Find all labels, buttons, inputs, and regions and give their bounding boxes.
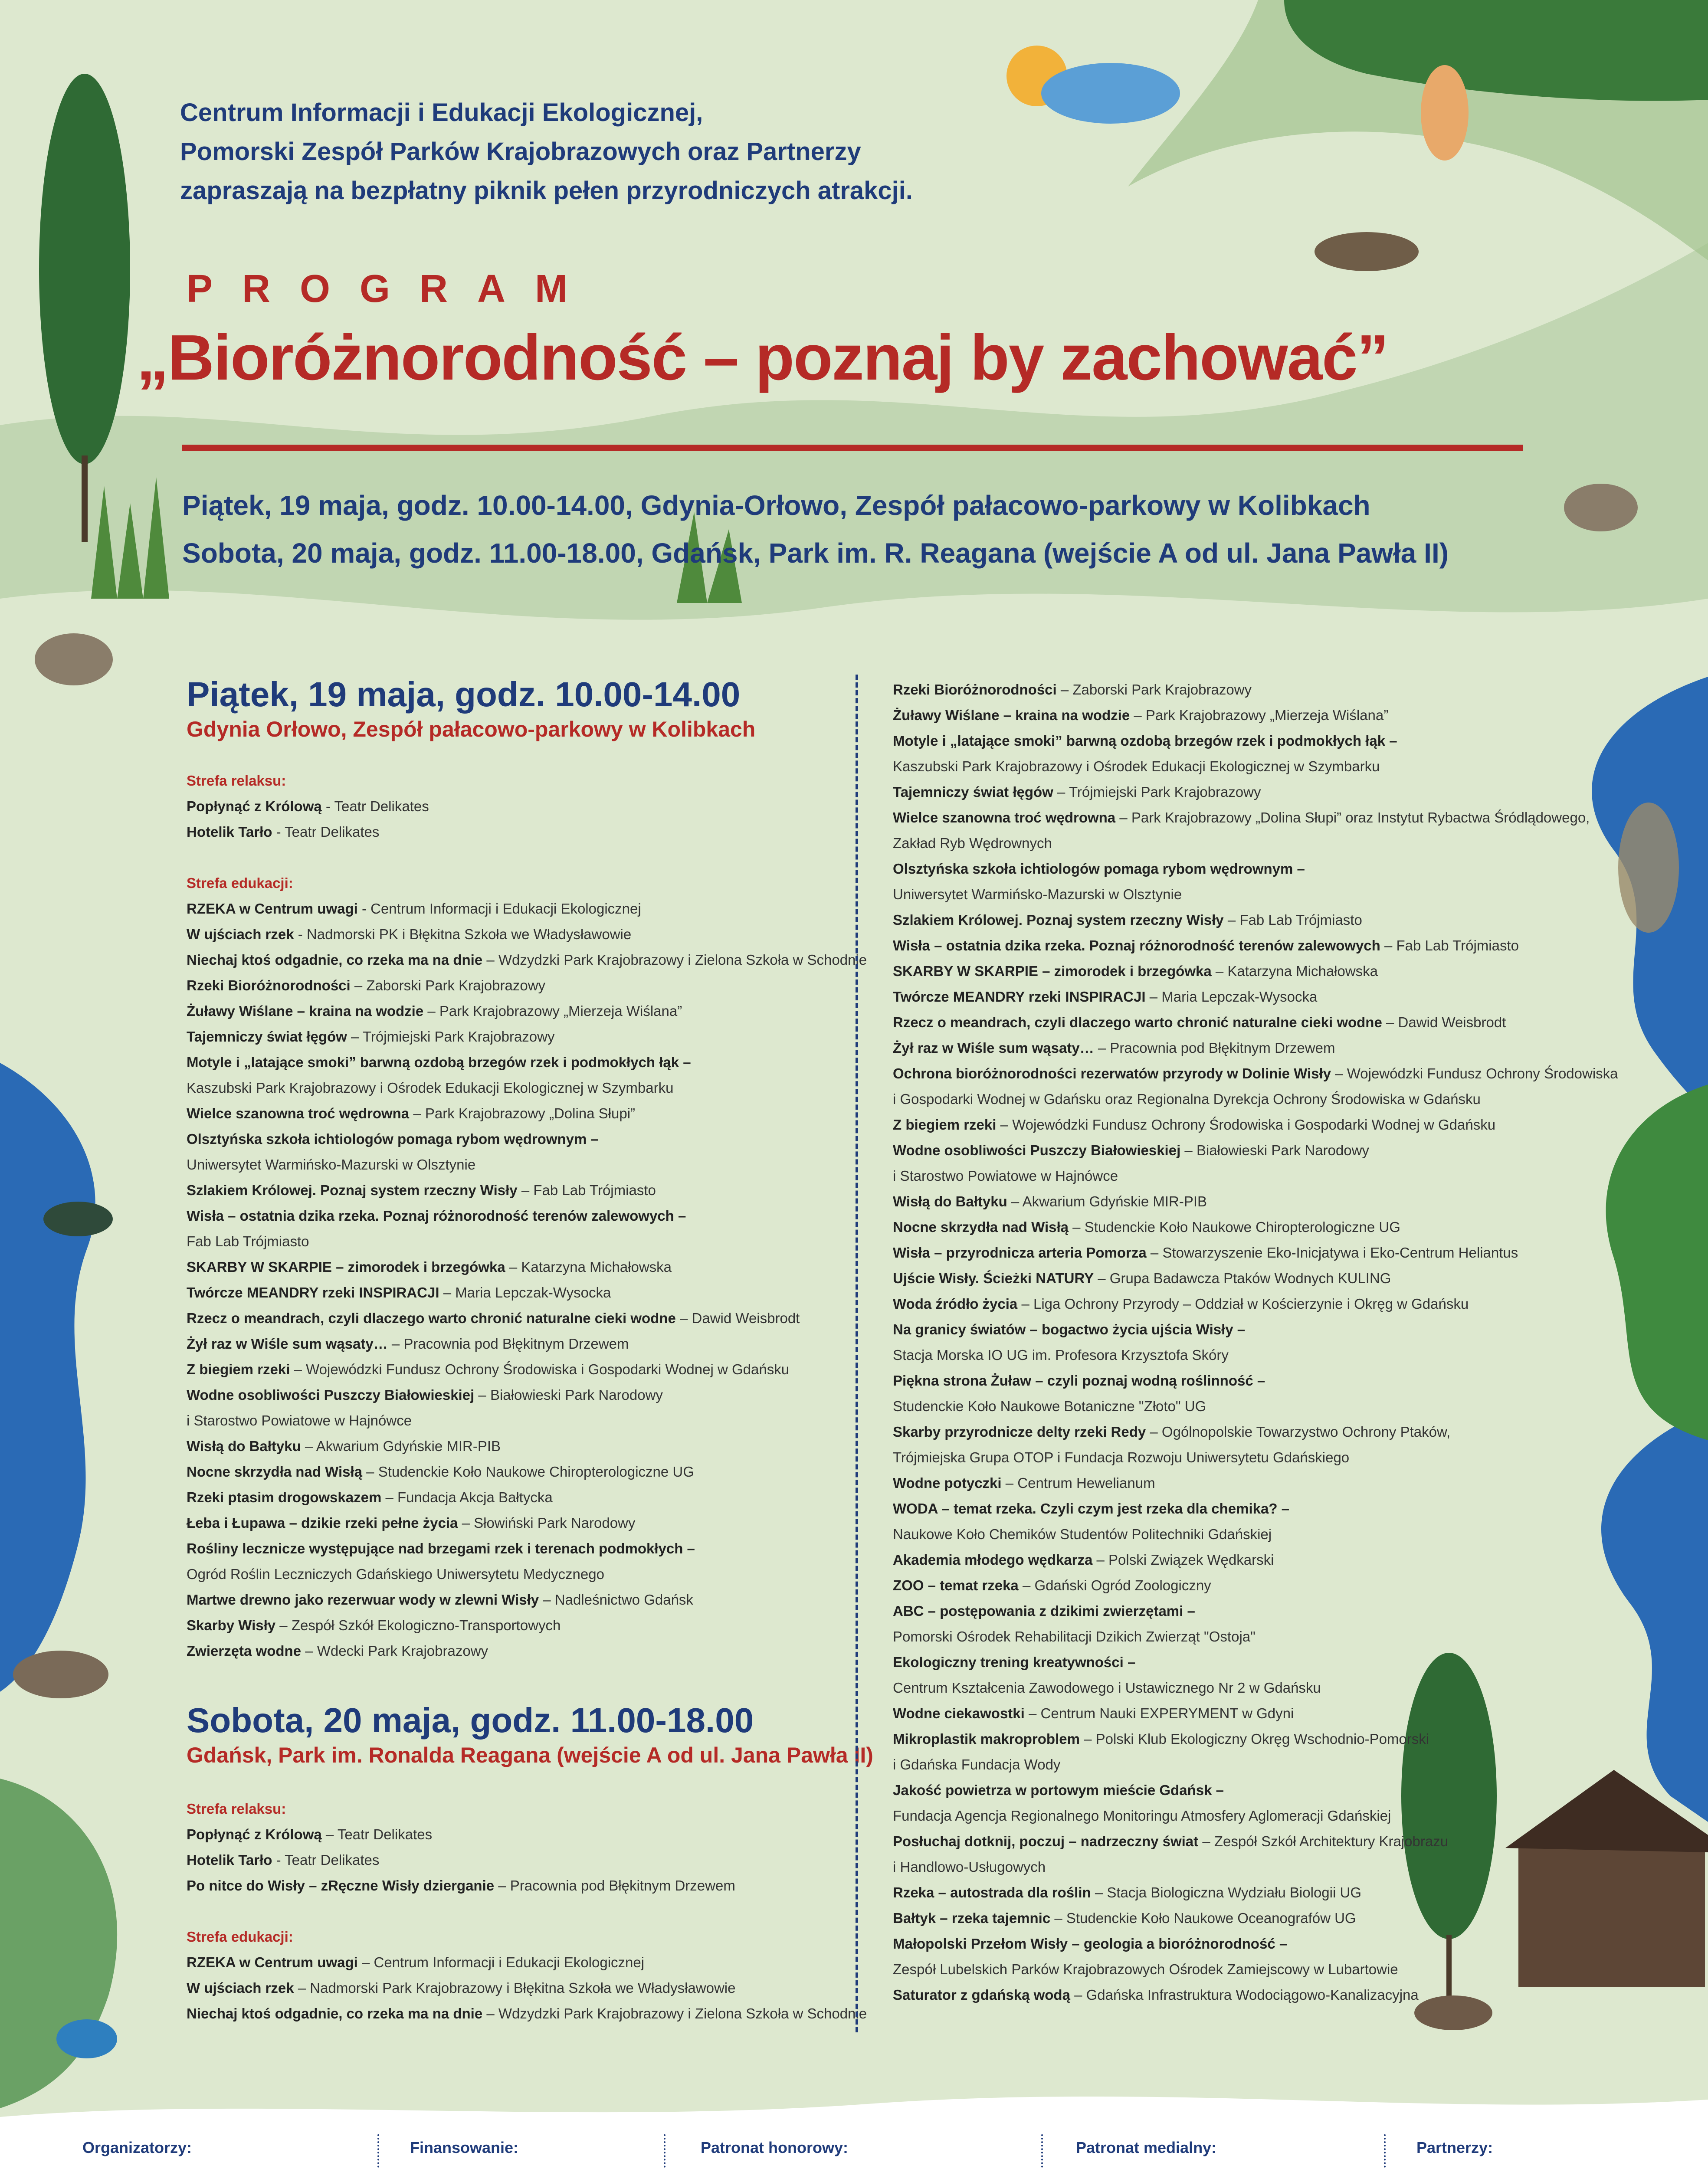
program-item-title: Rzecz o meandrach, czyli dlaczego warto chronić naturalne cieki wodne <box>893 1014 1382 1030</box>
zone-heading: Strefa edukacji: <box>187 1929 293 1945</box>
program-item-title: Nocne skrzydła nad Wisłą <box>893 1219 1069 1235</box>
program-item-organizer: - Teatr Delikates <box>272 1852 380 1868</box>
program-item-organizer: – Fundacja Akcja Bałtycka <box>381 1489 553 1505</box>
program-item <box>893 677 1618 702</box>
program-item-title: Szlakiem Królowej. Poznaj system rzeczny Wisły <box>187 1182 518 1198</box>
program-item-title: Wodne osobliwości Puszczy Białowieskiej <box>187 1387 475 1403</box>
program-item-organizer: Trójmiejska Grupa OTOP i Fundacja Rozwoju Uniwersytetu Gdańskiego <box>893 1449 1350 1465</box>
program-item <box>187 1822 867 1847</box>
program-item <box>187 1356 867 1382</box>
program-item <box>893 1086 1618 1112</box>
program-item-organizer: – Zaborski Park Krajobrazowy <box>1056 681 1252 698</box>
program-item-title: Po nitce do Wisły – zRęczne Wisły dzierganie <box>187 1877 495 1894</box>
program-item <box>893 1624 1618 1649</box>
program-item-title: Wisła – ostatnia dzika rzeka. Poznaj różnorodność terenów zalewowych <box>893 937 1380 953</box>
program-item <box>187 1847 867 1873</box>
program-item-organizer: – Stacja Biologiczna Wydziału Biologii UG <box>1091 1884 1361 1900</box>
program-item-title: Twórcze MEANDRY rzeki INSPIRACJI <box>893 989 1146 1005</box>
program-item-organizer: – Dawid Weisbrodt <box>1382 1014 1506 1030</box>
program-item-title: Ujście Wisły. Ścieżki NATURY <box>893 1270 1094 1286</box>
program-item-organizer: Studenckie Koło Naukowe Botaniczne "Złoto" UG <box>893 1398 1206 1414</box>
program-item-organizer: – Maria Lepczak-Wysocka <box>439 1284 611 1301</box>
program-item <box>187 1459 867 1484</box>
program-item-title: Mikroplastik makroproblem <box>893 1731 1080 1747</box>
program-item <box>893 1880 1618 1905</box>
program-item <box>187 1126 867 1152</box>
program-item <box>893 1393 1618 1419</box>
program-item-organizer: – Katarzyna Michałowska <box>505 1259 672 1275</box>
program-item <box>187 1152 867 1177</box>
program-item <box>893 1547 1618 1573</box>
date-line-saturday: Sobota, 20 maja, godz. 11.00-18.00, Gdańsk, Park im. R. Reagana (wejście A od ul. Jana Pawła II) <box>182 537 1449 569</box>
intro-line-1: Centrum Informacji i Edukacji Ekologicznej, <box>180 98 703 127</box>
program-item-organizer: – Pracownia pod Błękitnym Drzewem <box>387 1336 629 1352</box>
program-item <box>893 1598 1618 1624</box>
program-item <box>893 1573 1618 1598</box>
program-item-organizer: Kaszubski Park Krajobrazowy i Ośrodek Edukacji Ekologicznej w Szymbarku <box>893 758 1380 774</box>
program-item-organizer: – Fab Lab Trójmiasto <box>1380 937 1519 953</box>
program-item-title: Zwierzęta wodne <box>187 1643 302 1659</box>
program-item-title: SKARBY W SKARPIE – zimorodek i brzegówka <box>187 1259 505 1275</box>
program-item-organizer: – Akwarium Gdyńskie MIR-PIB <box>1007 1193 1207 1209</box>
left-tree <box>39 74 130 464</box>
program-item <box>893 1496 1618 1521</box>
program-item <box>893 856 1618 881</box>
program-item-organizer: – Studenckie Koło Naukowe Chiropterologiczne UG <box>1069 1219 1400 1235</box>
program-item <box>187 1433 867 1459</box>
program-item-organizer: - Teatr Delikates <box>321 798 429 814</box>
program-item-organizer: – Wojewódzki Fundusz Ochrony Środowiska <box>1331 1065 1618 1081</box>
sponsors-footer <box>0 2117 1708 2169</box>
program-item <box>187 1101 867 1126</box>
program-item-title: Piękna strona Żuław – czyli poznaj wodną roślinność – <box>893 1373 1265 1389</box>
program-item <box>187 1177 867 1203</box>
event-title: „Bioróżnorodność – poznaj by zachować” <box>137 322 1388 393</box>
patronage-heading: Patronat honorowy: <box>701 2139 848 2156</box>
program-item <box>187 1510 867 1536</box>
program-item-organizer: Kaszubski Park Krajobrazowy i Ośrodek Edukacji Ekologicznej w Szymbarku <box>187 1080 674 1096</box>
program-item <box>893 1035 1618 1061</box>
event-dates <box>182 482 1449 577</box>
program-item <box>187 1382 867 1408</box>
program-item <box>893 881 1618 907</box>
program-item-title: ZOO – temat rzeka <box>893 1577 1019 1593</box>
program-item-title: Wisła – przyrodnicza arteria Pomorza <box>893 1245 1147 1261</box>
bird-plover <box>1564 484 1638 531</box>
program-item-organizer: – Maria Lepczak-Wysocka <box>1145 989 1318 1005</box>
footer-divider-4 <box>1384 2134 1386 2169</box>
program-item-organizer: i Starostwo Powiatowe w Hajnówce <box>187 1412 412 1429</box>
program-item <box>187 1024 867 1049</box>
program-item-organizer: – Stowarzyszenie Eko-Inicjatywa i Eko-Centrum Heliantus <box>1146 1245 1518 1261</box>
program-item-title: Wodne potyczki <box>893 1475 1002 1491</box>
program-item-organizer: – Studenckie Koło Naukowe Oceanografów UG <box>1050 1910 1356 1926</box>
duck <box>43 1202 113 1236</box>
program-item <box>187 2001 867 2026</box>
program-item-organizer: i Starostwo Powiatowe w Hajnówce <box>893 1168 1118 1184</box>
program-item <box>893 958 1618 984</box>
program-item-title: W ujściach rzek <box>187 1980 294 1996</box>
program-item <box>893 1777 1618 1803</box>
intro-line-2: Pomorski Zespół Parków Krajobrazowych oraz Partnerzy <box>180 138 861 166</box>
program-item <box>187 1536 867 1561</box>
program-item-title: Rzecz o meandrach, czyli dlaczego warto chronić naturalne cieki wodne <box>187 1310 676 1326</box>
program-item-organizer: Fab Lab Trójmiasto <box>187 1233 309 1249</box>
program-item-organizer: – Trójmiejski Park Krajobrazowy <box>1053 784 1261 800</box>
program-item-title: Wodne ciekawostki <box>893 1705 1025 1721</box>
program-item-title: Rzeki ptasim drogowskazem <box>187 1489 382 1505</box>
program-item-organizer: – Centrum Nauki EXPERYMENT w Gdyni <box>1024 1705 1294 1721</box>
program-item-organizer: Stacja Morska IO UG im. Profesora Krzysztofa Skóry <box>893 1347 1229 1363</box>
zone-heading: Strefa relaksu: <box>187 1801 286 1817</box>
program-item-organizer: - Centrum Informacji i Edukacji Ekologicznej <box>357 901 641 917</box>
column-separator <box>856 675 858 2032</box>
program-item-title: Popłynąć z Królową <box>187 1826 322 1842</box>
program-item-title: Martwe drewno jako rezerwuar wody w zlewni Wisły <box>187 1592 539 1608</box>
program-item-organizer: – Zespół Szkół Architektury Krajobrazu <box>1198 1833 1449 1849</box>
program-item <box>893 1419 1618 1445</box>
program-item <box>187 1561 867 1587</box>
program-item <box>187 793 867 819</box>
program-item <box>893 1291 1618 1317</box>
day2-program-list-start <box>187 1796 867 2026</box>
program-item <box>187 1331 867 1356</box>
program-item-organizer: – Centrum Hewelianum <box>1001 1475 1155 1491</box>
program-item <box>187 1408 867 1433</box>
program-item-title: Na granicy światów – bogactwo życia ujścia Wisły – <box>893 1321 1246 1337</box>
program-item-title: Hotelik Tarło <box>187 1852 272 1868</box>
program-item-organizer: i Gospodarki Wodnej w Gdańsku oraz Regionalna Dyrekcja Ochrony Środowiska w Gdańsku <box>893 1091 1481 1107</box>
program-item-organizer: - Teatr Delikates <box>272 824 380 840</box>
program-item-organizer: – Ogólnopolskie Towarzystwo Ochrony Ptaków, <box>1146 1424 1451 1440</box>
program-item-title: Rzeki Bioróżnorodności <box>187 977 351 993</box>
program-item <box>893 1982 1618 2008</box>
program-item <box>893 1368 1618 1393</box>
program-item-organizer: – Park Krajobrazowy „Dolina Słupi” oraz Instytut Rybactwa Śródlądowego, <box>1115 809 1590 826</box>
program-item-title: Posłuchaj dotknij, poczuj – nadrzeczny świat <box>893 1833 1199 1849</box>
program-item-organizer: – Wdzydzki Park Krajobrazowy i Zielona Szkoła w Schodnie <box>482 2005 867 2022</box>
program-item <box>893 1726 1618 1752</box>
program-item-title: Twórcze MEANDRY rzeki INSPIRACJI <box>187 1284 439 1301</box>
program-item-title: Wielce szanowna troć wędrowna <box>893 809 1116 826</box>
program-item-organizer: – Wojewódzki Fundusz Ochrony Środowiska i Gospodarki Wodnej w Gdańsku <box>290 1361 790 1377</box>
program-item-organizer: – Wojewódzki Fundusz Ochrony Środowiska i Gospodarki Wodnej w Gdańsku <box>996 1117 1496 1133</box>
program-item-title: Motyle i „latające smoki” barwną ozdobą brzegów rzek i podmokłych łąk – <box>893 733 1397 749</box>
program-item <box>893 1752 1618 1777</box>
program-item-title: Z biegiem rzeki <box>893 1117 997 1133</box>
program-item <box>893 933 1618 958</box>
program-item-organizer: – Zaborski Park Krajobrazowy <box>350 977 546 993</box>
program-item <box>893 1956 1618 1982</box>
program-item-title: Rzeka – autostrada dla roślin <box>893 1884 1091 1900</box>
day2-heading: Sobota, 20 maja, godz. 11.00-18.00 <box>187 1701 754 1740</box>
program-item-organizer: – Gdańska Infrastruktura Wodociągowo-Kanalizacyjna <box>1070 1987 1419 2003</box>
program-item <box>893 702 1618 728</box>
program-item-organizer: – Katarzyna Michałowska <box>1211 963 1378 979</box>
program-item-title: RZEKA w Centrum uwagi <box>187 1954 358 1970</box>
program-item-title: ABC – postępowania z dzikimi zwierzętami – <box>893 1603 1195 1619</box>
program-item-title: Bałtyk – rzeka tajemnic <box>893 1910 1051 1926</box>
fish <box>1618 803 1679 933</box>
program-item-title: Wisłą do Bałtyku <box>187 1438 301 1454</box>
program-item-title: Wisła – ostatnia dzika rzeka. Poznaj różnorodność terenów zalewowych – <box>187 1208 686 1224</box>
program-item <box>893 1649 1618 1675</box>
program-item-organizer: – Park Krajobrazowy „Mierzeja Wiślana” <box>1130 707 1389 723</box>
program-item <box>893 1445 1618 1470</box>
program-label: PROGRAM <box>187 267 597 311</box>
beaver <box>13 1651 108 1698</box>
program-item <box>893 1137 1618 1163</box>
program-item-title: Niechaj ktoś odgadnie, co rzeka ma na dnie <box>187 2005 483 2022</box>
program-item-title: Tajemniczy świat łęgów <box>893 784 1053 800</box>
program-item-organizer: – Białowieski Park Narodowy <box>474 1387 663 1403</box>
program-item <box>187 1280 867 1305</box>
program-item-organizer: – Fab Lab Trójmiasto <box>517 1182 656 1198</box>
program-item <box>187 921 867 947</box>
media-heading: Patronat medialny: <box>1076 2139 1217 2156</box>
program-item-organizer: Zespół Lubelskich Parków Krajobrazowych Ośrodek Zamiejscowy w Lubartowie <box>893 1961 1398 1977</box>
partners-heading: Partnerzy: <box>1416 2139 1493 2156</box>
program-item <box>893 1854 1618 1880</box>
program-item-organizer: i Handlowo-Usługowych <box>893 1859 1046 1875</box>
program-item-title: Woda źródło życia <box>893 1296 1018 1312</box>
program-item-organizer: – Słowiński Park Narodowy <box>458 1515 636 1531</box>
program-item <box>893 1905 1618 1931</box>
program-item-organizer: – Nadleśnictwo Gdańsk <box>539 1592 693 1608</box>
program-item <box>893 1009 1618 1035</box>
program-item-organizer: - Nadmorski PK i Błękitna Szkoła we Władysławowie <box>294 926 632 942</box>
program-item <box>893 1317 1618 1342</box>
program-item-title: Jakość powietrza w portowym mieście Gdańsk – <box>893 1782 1224 1798</box>
program-item-organizer: – Wdzydzki Park Krajobrazowy i Zielona Szkoła w Schodnie <box>482 952 867 968</box>
program-item <box>187 896 867 921</box>
program-item <box>893 805 1618 830</box>
program-item <box>893 1189 1618 1214</box>
program-item-title: Olsztyńska szkoła ichtiologów pomaga rybom wędrownym – <box>187 1131 599 1147</box>
program-item-organizer: – Wdecki Park Krajobrazowy <box>301 1643 488 1659</box>
program-item-title: Hotelik Tarło <box>187 824 272 840</box>
program-item <box>187 1305 867 1331</box>
program-item <box>187 1638 867 1664</box>
program-item-organizer: – Trójmiejski Park Krajobrazowy <box>347 1029 555 1045</box>
program-item <box>187 819 867 845</box>
program-item-organizer: – Polski Związek Wędkarski <box>1092 1552 1274 1568</box>
program-item-title: RZEKA w Centrum uwagi <box>187 901 358 917</box>
program-item-title: W ujściach rzek <box>187 926 294 942</box>
otter <box>1315 232 1419 271</box>
program-item-title: Skarby przyrodnicze delty rzeki Redy <box>893 1424 1146 1440</box>
program-item <box>893 830 1618 856</box>
day1-heading: Piątek, 19 maja, godz. 10.00-14.00 <box>187 675 741 714</box>
zone-heading: Strefa edukacji: <box>187 875 293 891</box>
program-item <box>187 1949 867 1975</box>
program-item-organizer: – Studenckie Koło Naukowe Chiropterologiczne UG <box>362 1464 694 1480</box>
program-item <box>893 1521 1618 1547</box>
program-item <box>187 1484 867 1510</box>
program-item <box>893 1163 1618 1189</box>
program-item-title: Niechaj ktoś odgadnie, co rzeka ma na dnie <box>187 952 483 968</box>
program-item-organizer: Centrum Kształcenia Zawodowego i Ustawicznego Nr 2 w Gdańsku <box>893 1680 1321 1696</box>
program-item-title: Żył raz w Wiśle sum wąsaty… <box>187 1336 388 1352</box>
program-item <box>893 1675 1618 1700</box>
program-item <box>187 1612 867 1638</box>
program-item-organizer: Zakład Ryb Wędrownych <box>893 835 1052 851</box>
program-item-title: Rośliny lecznicze występujące nad brzegami rzek i terenach podmokłych – <box>187 1540 695 1556</box>
footer-divider-3 <box>1041 2134 1043 2169</box>
program-item <box>893 1342 1618 1368</box>
program-item-organizer: – Teatr Delikates <box>321 1826 433 1842</box>
program-item-title: Popłynąć z Królową <box>187 798 322 814</box>
program-item-organizer: – Grupa Badawcza Ptaków Wodnych KULING <box>1094 1270 1391 1286</box>
program-item-title: Ochrona bioróżnorodności rezerwatów przyrody w Dolinie Wisły <box>893 1065 1331 1081</box>
program-item-organizer: Uniwersytet Warmińsko-Mazurski w Olsztynie <box>893 886 1182 902</box>
program-item-organizer: – Dawid Weisbrodt <box>675 1310 800 1326</box>
program-item-organizer: – Fab Lab Trójmiasto <box>1223 912 1362 928</box>
program-item-organizer: – Akwarium Gdyńskie MIR-PIB <box>301 1438 501 1454</box>
program-item-organizer: – Białowieski Park Narodowy <box>1180 1142 1369 1158</box>
program-item-title: Żuławy Wiślane – kraina na wodzie <box>893 707 1130 723</box>
intro-text <box>180 93 1221 210</box>
program-item-organizer: – Park Krajobrazowy „Mierzeja Wiślana” <box>423 1003 682 1019</box>
program-item <box>187 947 867 973</box>
kingfisher <box>56 2019 117 2058</box>
day2-program-list-continued <box>893 677 1618 2008</box>
organizers-heading: Organizatorzy: <box>82 2139 192 2156</box>
program-item <box>187 1254 867 1280</box>
program-item <box>187 1203 867 1229</box>
program-item <box>187 1049 867 1075</box>
program-item-title: Nocne skrzydła nad Wisłą <box>187 1464 363 1480</box>
program-item <box>893 1803 1618 1828</box>
program-item-title: Żuławy Wiślane – kraina na wodzie <box>187 1003 424 1019</box>
bird-sandpiper <box>35 633 113 685</box>
program-item-title: Olsztyńska szkoła ichtiologów pomaga rybom wędrownym – <box>893 861 1305 877</box>
program-item <box>893 754 1618 779</box>
program-item <box>893 1112 1618 1137</box>
program-item <box>187 1587 867 1612</box>
program-item-title: SKARBY W SKARPIE – zimorodek i brzegówka <box>893 963 1212 979</box>
list-spacer <box>187 1898 867 1924</box>
program-item <box>187 1975 867 2001</box>
program-item <box>187 1229 867 1254</box>
program-item-organizer: – Gdański Ogród Zoologiczny <box>1018 1577 1211 1593</box>
date-line-friday: Piątek, 19 maja, godz. 10.00-14.00, Gdynia-Orłowo, Zespół pałacowo-parkowy w Kolibkach <box>182 490 1370 521</box>
program-item <box>893 1931 1618 1956</box>
program-item-organizer: – Pracownia pod Błękitnym Drzewem <box>494 1877 735 1894</box>
program-item-organizer: – Polski Klub Ekologiczny Okręg Wschodnio-Pomorski <box>1079 1731 1429 1747</box>
program-item-title: Motyle i „latające smoki” barwną ozdobą brzegów rzek i podmokłych łąk – <box>187 1054 691 1070</box>
program-item <box>893 907 1618 933</box>
program-item <box>893 1828 1618 1854</box>
program-item-title: Wisłą do Bałtyku <box>893 1193 1007 1209</box>
program-item <box>893 728 1618 754</box>
program-item-organizer: Naukowe Koło Chemików Studentów Politechniki Gdańskiej <box>893 1526 1272 1542</box>
program-item <box>893 1061 1618 1086</box>
program-item-title: Wodne osobliwości Puszczy Białowieskiej <box>893 1142 1181 1158</box>
program-item-organizer: – Park Krajobrazowy „Dolina Słupi” <box>409 1105 636 1121</box>
program-item-organizer: Uniwersytet Warmińsko-Mazurski w Olsztynie <box>187 1157 476 1173</box>
footer-divider-2 <box>664 2134 665 2169</box>
title-divider <box>182 445 1523 451</box>
program-item <box>893 1214 1618 1240</box>
program-item-organizer: Fundacja Agencja Regionalnego Monitoringu Atmosfery Aglomeracji Gdańskiej <box>893 1808 1391 1824</box>
program-item <box>893 779 1618 805</box>
program-item-title: Szlakiem Królowej. Poznaj system rzeczny Wisły <box>893 912 1224 928</box>
program-item-organizer: – Zespół Szkół Ekologiczno-Transportowych <box>275 1617 561 1633</box>
program-item-title: Tajemniczy świat łęgów <box>187 1029 347 1045</box>
program-item-organizer: – Nadmorski Park Krajobrazowy i Błękitna Szkoła we Władysławowie <box>294 1980 736 1996</box>
program-item <box>893 1700 1618 1726</box>
funding-heading: Finansowanie: <box>410 2139 519 2156</box>
program-item-title: Wielce szanowna troć wędrowna <box>187 1105 410 1121</box>
program-item <box>187 1075 867 1101</box>
program-item-title: Ekologiczny trening kreatywności – <box>893 1654 1136 1670</box>
program-item-organizer: – Centrum Informacji i Edukacji Ekologicznej <box>357 1954 645 1970</box>
list-spacer <box>187 845 867 870</box>
program-item-title: Akademia młodego wędkarza <box>893 1552 1093 1568</box>
footer-divider-1 <box>377 2134 379 2169</box>
day2-place: Gdańsk, Park im. Ronalda Reagana (wejście A od ul. Jana Pawła II) <box>187 1743 873 1767</box>
program-item-title: Saturator z gdańską wodą <box>893 1987 1070 2003</box>
day1-place: Gdynia Orłowo, Zespół pałacowo-parkowy w Kolibkach <box>187 717 756 741</box>
zone-heading: Strefa relaksu: <box>187 773 286 789</box>
day1-program-list <box>187 768 867 1664</box>
program-item-organizer: – Liga Ochrony Przyrody – Oddział w Kościerzynie i Okręg w Gdańsku <box>1017 1296 1469 1312</box>
program-item <box>187 1873 867 1898</box>
intro-line-3: zapraszają na bezpłatny piknik pełen przyrodniczych atrakcji. <box>180 177 913 205</box>
program-item-title: Rzeki Bioróżnorodności <box>893 681 1057 698</box>
program-item-organizer: Pomorski Ośrodek Rehabilitacji Dzikich Zwierząt "Ostoja" <box>893 1628 1256 1645</box>
program-item-organizer: Ogród Roślin Leczniczych Gdańskiego Uniwersytetu Medycznego <box>187 1566 604 1582</box>
program-item-title: Żył raz w Wiśle sum wąsaty… <box>893 1040 1094 1056</box>
program-item <box>187 973 867 998</box>
program-item-organizer: i Gdańska Fundacja Wody <box>893 1756 1061 1773</box>
program-item <box>893 1240 1618 1265</box>
program-item-title: Łeba i Łupawa – dzikie rzeki pełne życia <box>187 1515 458 1531</box>
program-item-title: Małopolski Przełom Wisły – geologia a bioróżnorodność – <box>893 1936 1288 1952</box>
child-hiker <box>1421 65 1469 161</box>
program-item-title: Skarby Wisły <box>187 1617 276 1633</box>
program-item <box>893 1265 1618 1291</box>
program-item <box>893 984 1618 1009</box>
program-item-title: Z biegiem rzeki <box>187 1361 290 1377</box>
program-item <box>187 998 867 1024</box>
program-item <box>893 1470 1618 1496</box>
program-item-title: WODA – temat rzeka. Czyli czym jest rzeka dla chemika? – <box>893 1501 1289 1517</box>
program-item-organizer: – Pracownia pod Błękitnym Drzewem <box>1094 1040 1335 1056</box>
